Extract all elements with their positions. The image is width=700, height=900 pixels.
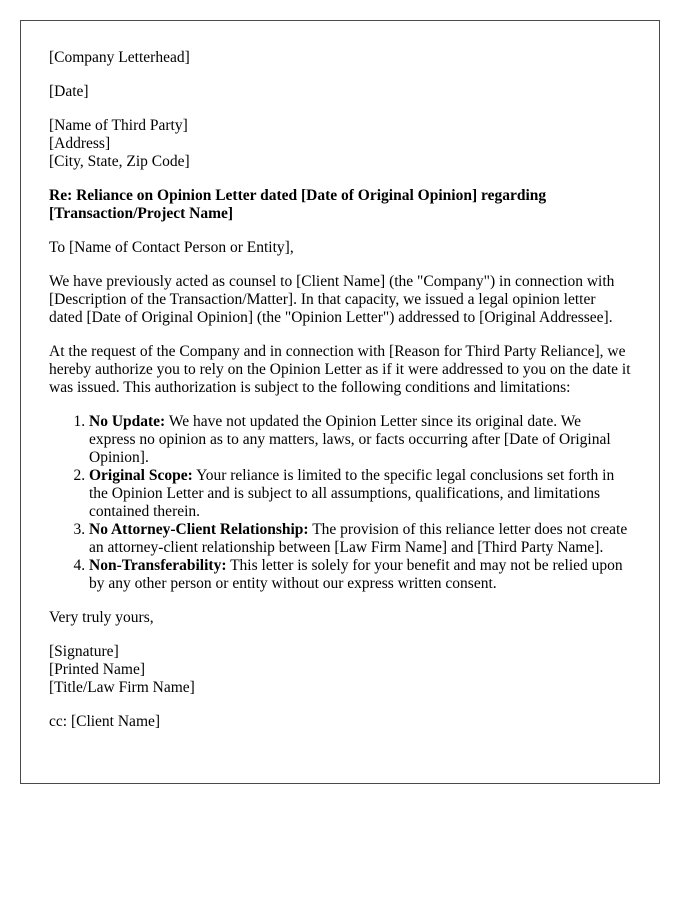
signature-block — [49, 643, 631, 697]
signature-placeholder: [Signature] — [49, 643, 119, 660]
salutation: To [Name of Contact Person or Entity], — [49, 239, 294, 256]
title-law-firm: [Title/Law Firm Name] — [49, 679, 195, 696]
condition-item-original-scope — [89, 467, 631, 521]
recipient-address: [Address] — [49, 135, 111, 152]
condition-term: Original Scope: — [89, 467, 193, 484]
condition-term: No Attorney-Client Relationship: — [89, 521, 309, 538]
condition-text: Your reliance is limited to the specific legal conclusions set forth in the Opinion Letter and is subject to all assumptions, qualifications, and limitations contained therein. — [89, 467, 615, 520]
cc-line: cc: [Client Name] — [49, 713, 161, 730]
condition-term: Non-Transferability: — [89, 557, 227, 574]
letter-date: [Date] — [49, 83, 89, 100]
condition-text: The provision of this reliance letter does not create an attorney-client relationship between [Law Firm Name] and [Third Party Name]. — [89, 521, 628, 556]
condition-item-non-transferability — [89, 557, 631, 593]
company-letterhead: [Company Letterhead] — [49, 49, 190, 66]
condition-text: We have not updated the Opinion Letter since its original date. We express no opinion as to any matters, laws, or facts occurring after [Date of Original Opinion]. — [89, 413, 611, 466]
printed-name: [Printed Name] — [49, 661, 145, 678]
recipient-address-block — [49, 117, 631, 171]
conditions-list — [49, 413, 631, 593]
condition-item-no-update — [89, 413, 631, 467]
condition-text: This letter is solely for your benefit and may not be relied upon by any other person or entity without our express written consent. — [89, 557, 623, 592]
closing: Very truly yours, — [49, 609, 154, 626]
condition-item-no-attorney-client — [89, 521, 631, 557]
intro-paragraph: We have previously acted as counsel to [Client Name] (the "Company") in connection with [Description of the Transaction/Matter]. In that capacity, we issued a legal opinion letter dated [Date of Original Opinion] (the "Opinion Letter") addressed to [Original Addressee]. — [49, 273, 615, 326]
letter-document — [20, 20, 660, 784]
authorization-paragraph: At the request of the Company and in connection with [Reason for Third Party Reliance], we hereby authorize you to rely on the Opinion Letter as if it were addressed to you on the date it was issued. This authorization is subject to the following conditions and limitations: — [49, 343, 631, 396]
condition-term: No Update: — [89, 413, 166, 430]
recipient-city-state-zip: [City, State, Zip Code] — [49, 153, 190, 170]
subject-line: Re: Reliance on Opinion Letter dated [Date of Original Opinion] regarding [Transaction/Project Name] — [49, 187, 547, 222]
recipient-name: [Name of Third Party] — [49, 117, 188, 134]
